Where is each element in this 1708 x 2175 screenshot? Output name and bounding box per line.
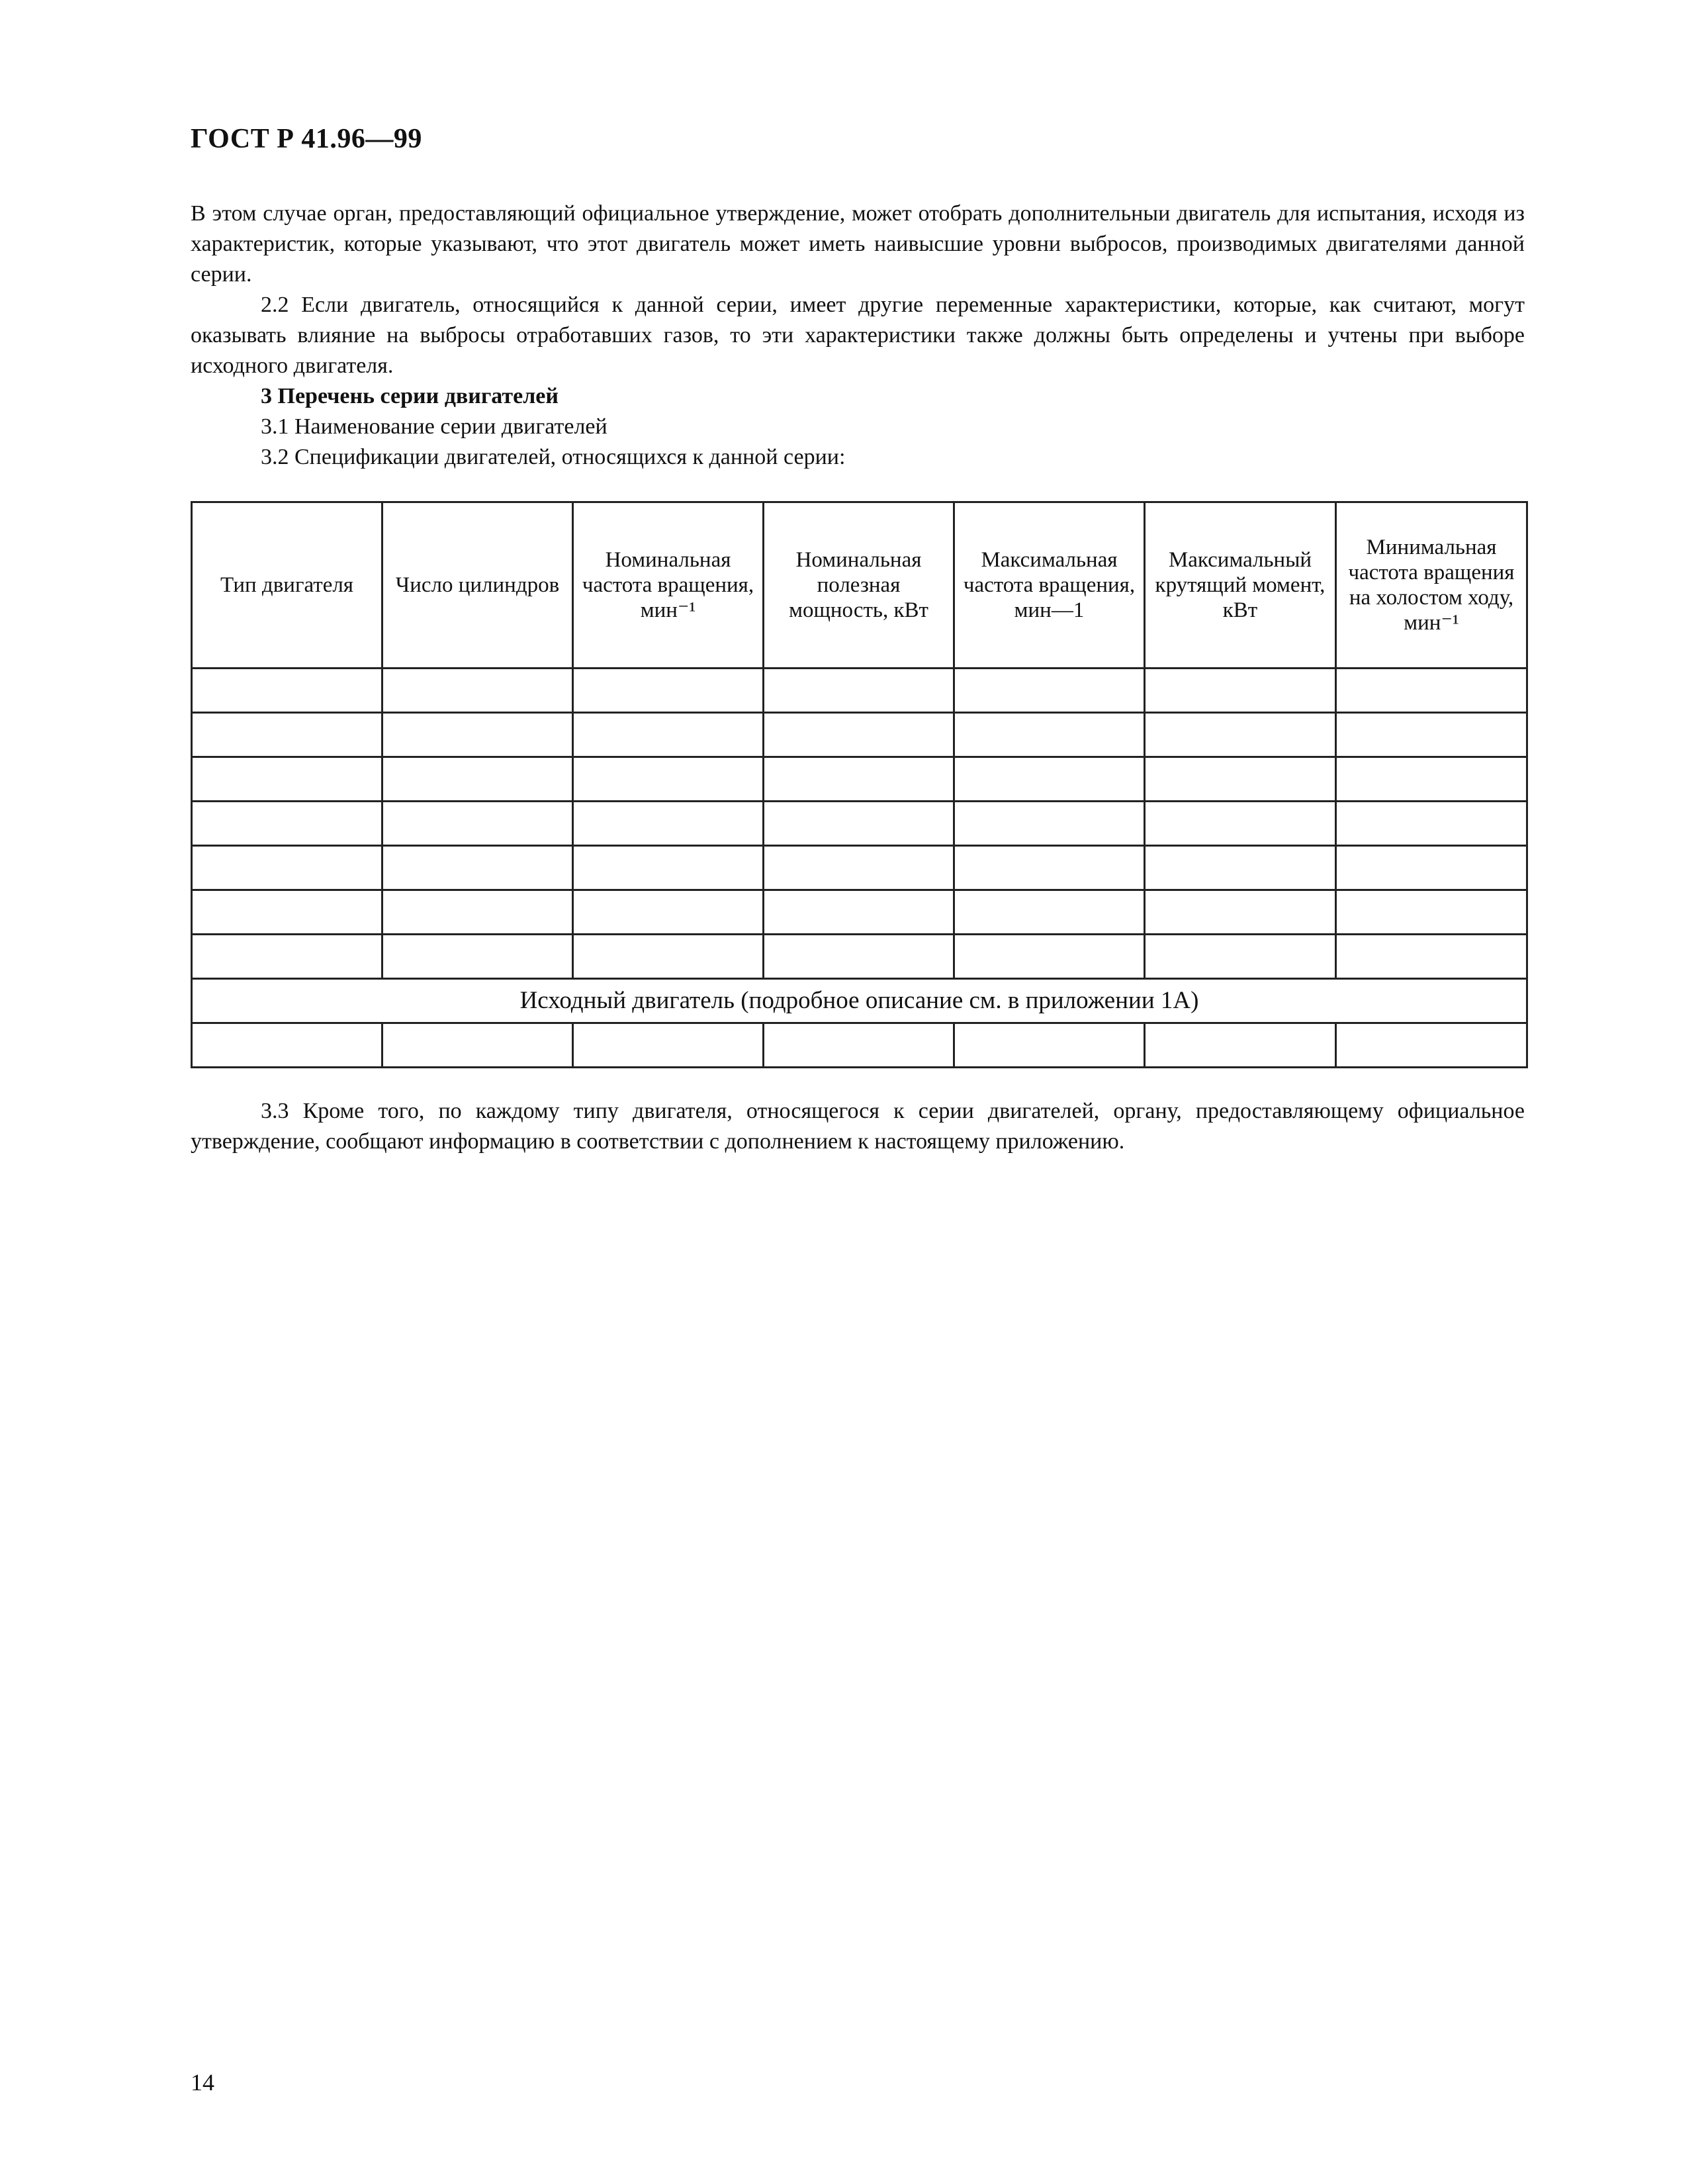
table-cell (1145, 669, 1336, 713)
table-cell (573, 1023, 764, 1068)
table-cell (1145, 757, 1336, 802)
source-engine-label: Исходный двигатель (подробное описание см. в приложении 1А) (192, 979, 1527, 1023)
header-rated-speed: Номинальная частота вращения, мин⁻¹ (573, 502, 764, 669)
table-cell (192, 1023, 382, 1068)
table-cell (573, 935, 764, 979)
header-engine-type: Тип двигателя (192, 502, 382, 669)
header-max-torque: Максимальный крутящий момент, кВт (1145, 502, 1336, 669)
table-cell (954, 1023, 1145, 1068)
table-cell (954, 669, 1145, 713)
table-row (192, 802, 1527, 846)
table-cell (954, 935, 1145, 979)
header-rated-net-power: Номинальная полезная мощность, кВт (764, 502, 954, 669)
table-cell (192, 713, 382, 757)
header-min-idle-speed: Минимальная частота вращения на холостом ходу, мин⁻¹ (1336, 502, 1527, 669)
table-cell (954, 713, 1145, 757)
paragraph-engine-selection: В этом случае орган, предоставляющий официальное утверждение, может отобрать дополнительныи двигатель для испытания, исходя из характеристик, которые указывают, что этот двигатель может иметь наивысшие уровни выбросов, производимых двигателями данной серии. (191, 201, 1525, 287)
paragraph-3-3: 3.3 Кроме того, по каждому типу двигателя, относящегося к серии двигателей, органу, предоставляющему официальное утверждение, сообщают информацию в соответствии с дополнением к настоящему приложению. (191, 1099, 1525, 1154)
table-cell (1336, 890, 1527, 935)
table-cell (382, 757, 573, 802)
paragraph-2-2: 2.2 Если двигатель, относящийся к данной серии, имеет другие переменные характеристики, которые, как считают, могут оказывать влияние на выбросы отработавших газов, то эти характеристики также должны быть определены и учтены при выборе исходного двигателя. (191, 293, 1525, 378)
table-cell (764, 757, 954, 802)
table-cell (382, 1023, 573, 1068)
table-cell (1145, 713, 1336, 757)
table-cell (1336, 1023, 1527, 1068)
page-number: 14 (191, 2069, 214, 2096)
table-cell (192, 802, 382, 846)
table-cell (1145, 846, 1336, 890)
table-cell (382, 713, 573, 757)
table-cell (1336, 757, 1527, 802)
table-cell (1145, 802, 1336, 846)
table-cell (764, 802, 954, 846)
table-cell (573, 802, 764, 846)
table-cell (954, 890, 1145, 935)
table-cell (192, 846, 382, 890)
table-row (192, 890, 1527, 935)
body-text-bottom (191, 1096, 1525, 1157)
table-header-row (192, 502, 1527, 669)
table-cell (764, 935, 954, 979)
table-row (192, 669, 1527, 713)
table-cell (382, 890, 573, 935)
table-cell (1145, 1023, 1336, 1068)
table-cell (192, 757, 382, 802)
table-cell (573, 757, 764, 802)
table-row (192, 846, 1527, 890)
table-cell (1336, 713, 1527, 757)
table-cell (954, 846, 1145, 890)
table-cell (382, 846, 573, 890)
header-max-speed: Максимальная частота вращения, мин—1 (954, 502, 1145, 669)
table-cell (1336, 802, 1527, 846)
table-row (192, 935, 1527, 979)
table-cell (1336, 935, 1527, 979)
table-cell (573, 846, 764, 890)
table-row (192, 757, 1527, 802)
section-3-heading: 3 Перечень серии двигателей (261, 384, 559, 408)
body-text-top (191, 199, 1525, 473)
table-cell (764, 1023, 954, 1068)
table-cell (764, 669, 954, 713)
table-cell (764, 713, 954, 757)
item-3-2: 3.2 Спецификации двигателей, относящихся к данной серии: (261, 445, 846, 469)
table-cell (954, 802, 1145, 846)
table-cell (1336, 846, 1527, 890)
table-cell (573, 890, 764, 935)
table-cell (573, 713, 764, 757)
table-cell (1145, 890, 1336, 935)
table-cell (764, 846, 954, 890)
table-cell (192, 890, 382, 935)
table-cell (382, 802, 573, 846)
engine-specification-table (191, 501, 1528, 1068)
table-cell (382, 935, 573, 979)
table-cell (192, 935, 382, 979)
table-cell (1145, 935, 1336, 979)
item-3-1: 3.1 Наименование серии двигателей (261, 414, 607, 439)
source-engine-data-row (192, 1023, 1527, 1068)
table-cell (382, 669, 573, 713)
document-code-header: ГОСТ Р 41.96—99 (191, 124, 422, 154)
table-row (192, 713, 1527, 757)
table-cell (764, 890, 954, 935)
header-cylinder-count: Число цилиндров (382, 502, 573, 669)
table-cell (573, 669, 764, 713)
table-cell (1336, 669, 1527, 713)
table-cell (192, 669, 382, 713)
table-cell (954, 757, 1145, 802)
source-engine-row (192, 979, 1527, 1023)
